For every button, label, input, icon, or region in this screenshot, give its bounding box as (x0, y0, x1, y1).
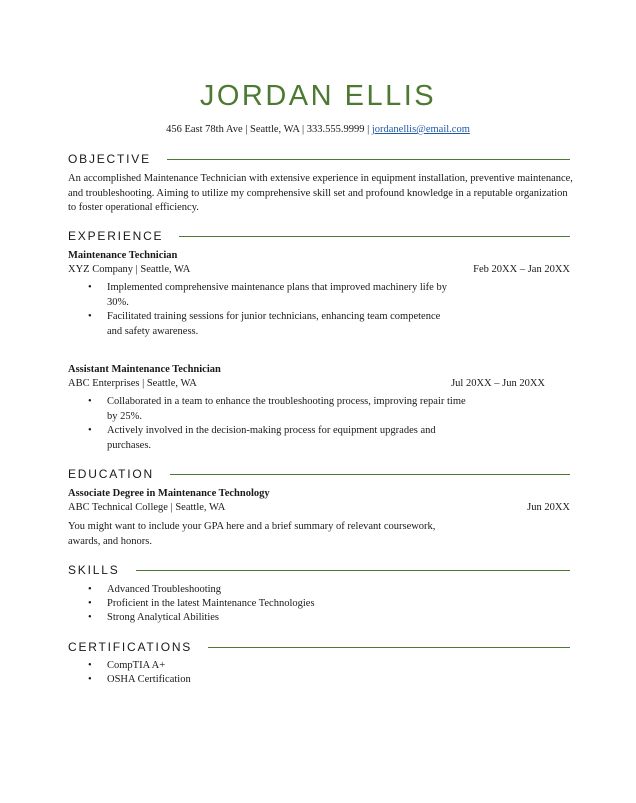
bullet-glyph: • (88, 311, 92, 322)
list-item: • Advanced Troubleshooting (88, 584, 222, 595)
city: Seattle, WA (249, 124, 300, 135)
degree: Associate Degree in Maintenance Technology (68, 488, 270, 499)
location: Seattle, WA (175, 502, 226, 513)
list-item: • Facilitated training sessions for junior technicians, enhancing team competence and safety awareness. (88, 311, 441, 337)
list-item: • CompTIA A+ (88, 660, 166, 671)
contact-line (0, 124, 636, 135)
bullet-glyph: • (88, 674, 92, 685)
skills-list (68, 583, 468, 625)
section-rule (167, 159, 570, 160)
location: Seattle, WA (140, 264, 191, 275)
separator: | (142, 378, 145, 389)
separator: | (170, 502, 173, 513)
job-bullets (68, 281, 448, 339)
separator: | (135, 264, 138, 275)
address: 456 East 78th Ave (166, 124, 243, 135)
section-title: SKILLS (68, 563, 120, 577)
candidate-name: JORDAN ELLIS (199, 80, 437, 112)
school-line (68, 501, 225, 515)
bullet-glyph: • (88, 425, 92, 436)
list-item: • Proficient in the latest Maintenance Technologies (88, 598, 315, 609)
list-item: • Strong Analytical Abilities (88, 612, 219, 623)
skills-heading (68, 563, 570, 577)
job-company-line (68, 377, 197, 391)
bullet-glyph: • (88, 396, 92, 407)
separator: | (245, 124, 248, 135)
bullet-glyph: • (88, 612, 92, 623)
bullet-glyph: • (88, 598, 92, 609)
job-bullets (68, 395, 468, 453)
education-heading (68, 467, 570, 481)
bullet-glyph: • (88, 282, 92, 293)
job-title: Assistant Maintenance Technician (68, 364, 221, 375)
education-note: You might want to include your GPA here and a brief summary of relevant coursework, awards, and honors. (68, 521, 436, 547)
bullet-glyph: • (88, 660, 92, 671)
job-company-line (68, 263, 190, 277)
company: ABC Enterprises (68, 378, 140, 389)
list-item: • OSHA Certification (88, 674, 191, 685)
job-dates: Jul 20XX – Jun 20XX (451, 378, 545, 389)
bullet-glyph: • (88, 584, 92, 595)
job-title: Maintenance Technician (68, 250, 178, 261)
job-dates: Feb 20XX – Jan 20XX (473, 264, 570, 275)
section-rule (170, 474, 570, 475)
list-item: • Actively involved in the decision-making process for equipment upgrades and purchases. (88, 425, 436, 451)
list-item: • Implemented comprehensive maintenance plans that improved machinery life by 30%. (88, 282, 447, 308)
education-dates: Jun 20XX (527, 502, 570, 513)
list-item: • Collaborated in a team to enhance the troubleshooting process, improving repair time by 25%. (88, 396, 466, 422)
section-title: OBJECTIVE (68, 152, 151, 166)
email-link[interactable]: jordanellis@email.com (371, 124, 470, 135)
company: XYZ Company (68, 264, 134, 275)
objective-heading (68, 152, 570, 166)
separator: | (302, 124, 305, 135)
objective-text: An accomplished Maintenance Technician with extensive experience in equipment installation, preventive maintenance, and troubleshooting. Aiming to utilize my comprehensive skill set and profound knowledge in a reputable organization to foster operational efficiency. (68, 173, 573, 213)
section-rule (136, 570, 571, 571)
certifications-heading (68, 640, 570, 654)
section-rule (208, 647, 570, 648)
experience-heading (68, 229, 570, 243)
location: Seattle, WA (146, 378, 197, 389)
certifications-list (68, 659, 468, 687)
section-title: EXPERIENCE (68, 229, 164, 243)
school: ABC Technical College (68, 502, 168, 513)
separator: | (367, 124, 370, 135)
phone: 333.555.9999 (306, 124, 365, 135)
section-rule (179, 236, 570, 237)
section-title: CERTIFICATIONS (68, 640, 193, 654)
section-title: EDUCATION (68, 467, 154, 481)
